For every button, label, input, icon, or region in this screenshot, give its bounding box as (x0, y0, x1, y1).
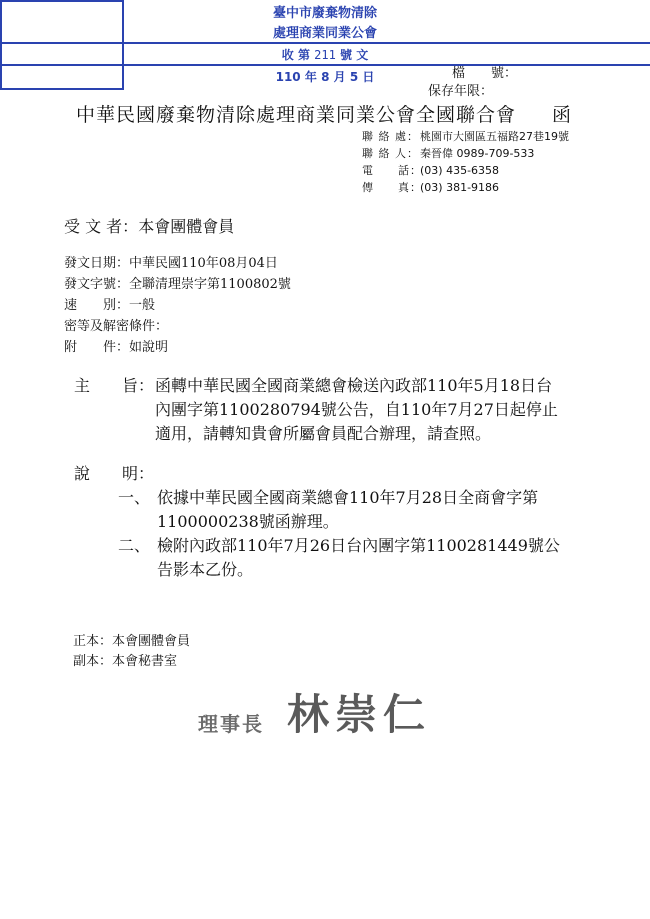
stamp-receipt-suffix: 號 (340, 48, 353, 62)
issue-date-label: 發文日期： (64, 256, 130, 271)
secrecy-conditions-label: 密等及解密條件： (64, 319, 169, 334)
contact-fax (362, 179, 499, 195)
stamp-divider (0, 64, 650, 66)
stamp-receipt-mid: 第 (297, 48, 310, 62)
delivery-speed-label: 速 別： (64, 298, 130, 313)
document-reference-value: 全聯清理崇字第1100802號 (129, 277, 291, 292)
explanation-item-line: 告影本乙份。 (157, 560, 254, 579)
contact-person (362, 145, 534, 161)
stamp-divider (0, 42, 650, 44)
stamp-date-year: 110 (275, 70, 301, 84)
distribution-main: 正本：本會團體會員 (73, 634, 191, 649)
issue-date-value: 中華民國110年08月04日 (129, 256, 278, 271)
contact-phone-label: 電 話： (362, 164, 422, 177)
receipt-stamp (0, 0, 377, 90)
secrecy-conditions (64, 315, 168, 334)
recipient (64, 214, 234, 237)
signature-title: 理事長 (198, 712, 264, 736)
contact-fax-value: (03) 381-9186 (420, 181, 500, 194)
explanation-item-line: 依據中華民國全國商業總會110年7月28日全商會字第 (157, 488, 539, 507)
document-reference-label: 發文字號： (64, 277, 130, 292)
attachments (64, 336, 168, 355)
delivery-speed-value: 一般 (129, 298, 156, 313)
subject-line: 適用，請轉知貴會所屬會員配合辦理，請查照。 (155, 424, 492, 443)
subject-line: 內團字第1100280794號公告，自110年7月27日起停止 (155, 400, 558, 419)
explanation-item-line: 檢附內政部110年7月26日台內團字第1100281449號公 (157, 536, 560, 555)
stamp-date-year-unit: 年 (304, 70, 317, 84)
subject-line: 函轉中華民國全國商業總會檢送內政部110年5月18日台 (155, 376, 553, 395)
contact-fax-label: 傳 真： (362, 181, 422, 194)
stamp-receipt-end: 文 (356, 48, 369, 62)
stamp-org-line2: 處理商業同業公會 (272, 26, 377, 41)
contact-phone-value: (03) 435-6358 (420, 164, 500, 177)
stamp-date-month: 8 (321, 70, 330, 84)
distribution-copy: 副本：本會秘書室 (73, 654, 178, 669)
signature-name: 林崇仁 (287, 690, 432, 739)
stamp-date-month-unit: 月 (333, 70, 346, 84)
attachments-label: 附 件： (64, 340, 130, 355)
stamp-receipt-number (0, 46, 650, 63)
stamp-received-date (0, 68, 650, 85)
contact-address (362, 128, 569, 144)
contact-person-label: 聯 絡 人： (362, 147, 419, 160)
document-title: 中華民國廢棄物清除處理商業同業公會全國聯合會 (76, 104, 517, 126)
stamp-receipt-value: 211 (314, 48, 336, 62)
contact-address-label: 聯 絡 處： (362, 130, 419, 143)
recipient-label: 受 文 者： (64, 217, 139, 236)
retention-period-label: 保存年限： (428, 84, 494, 99)
explanation-item-number: 一、 (118, 488, 151, 507)
subject-label: 主 旨： (74, 376, 155, 395)
stamp-date-day: 5 (349, 70, 359, 84)
archive-number-label: 檔 號： (452, 66, 518, 81)
contact-phone (362, 162, 499, 178)
issue-date (64, 252, 278, 271)
stamp-org-line1: 臺中市廢棄物清除 (272, 6, 377, 21)
stamp-date-day-unit: 日 (362, 70, 375, 84)
document-reference (64, 273, 291, 292)
recipient-value: 本會團體會員 (138, 217, 235, 236)
delivery-speed (64, 294, 155, 313)
explanation-item-line: 1100000238號函辦理。 (157, 512, 339, 531)
stamp-receipt-prefix: 收 (281, 48, 294, 62)
contact-address-value: 桃園市大園區五福路27巷19號 (420, 130, 569, 143)
explanation-item-number: 二、 (118, 536, 151, 555)
document-type: 函 (552, 104, 572, 126)
attachments-value: 如說明 (129, 340, 169, 355)
explanation-label: 說 明： (74, 464, 155, 483)
contact-person-value: 秦晉偉 0989-709-533 (420, 147, 535, 160)
